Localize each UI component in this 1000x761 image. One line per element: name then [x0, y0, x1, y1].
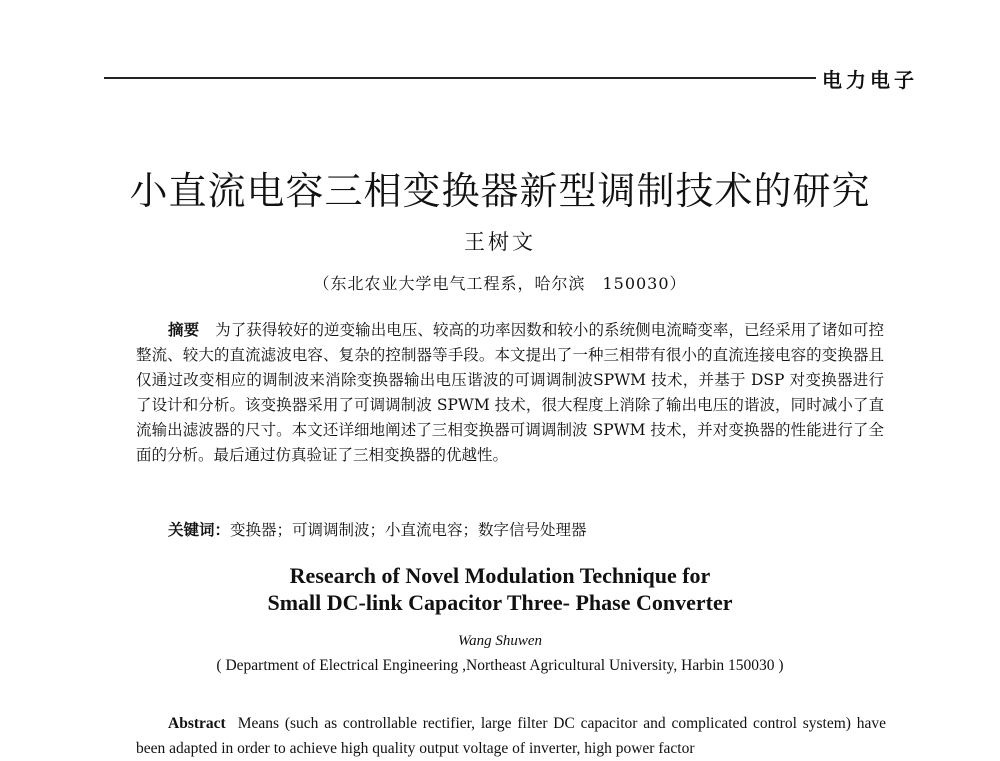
keywords-cn [168, 518, 587, 540]
paper-title-en [0, 562, 1000, 616]
paper-title-en-line2: Small DC-link Capacitor Three- Phase Converter [267, 590, 733, 615]
abstract-text-en: Means (such as controllable rectifier, large filter DC capacitor and complicated control system) have been adapted in order to achieve high quality output voltage of inverter, high power factor [136, 715, 886, 757]
keywords-text-cn: 变换器；可调调制波；小直流电容；数字信号处理器 [230, 521, 587, 539]
author-name-cn: 王树文 [464, 230, 536, 254]
abstract-text-cn: 为了获得较好的逆变输出电压、较高的功率因数和较小的系统侧电流畸变率，已经采用了诸如可控整流、较大的直流滤波电容、复杂的控制器等手段。本文提出了一种三相带有很小的直流连接电容的变换器且仅通过改变相应的调制波来消除变换器输出电压谐波的可调调制波SPWM 技术，并基于 DSP 对变换器进行了设计和分析。该变换器采用了可调调制波 SPWM 技术，很大程度上消除了输出电压的谐波，同时减小了直流输出滤波器的尺寸。本文还详细地阐述了三相变换器可调调制波 SPWM 技术，并对变换器的性能进行了全面的分析。最后通过仿真验证了三相变换器的优越性。 [136, 321, 884, 464]
journal-section-label: 电力电子 [822, 68, 918, 92]
abstract-label-en: Abstract [168, 715, 226, 732]
author-name-en: Wang Shuwen [457, 633, 543, 649]
keywords-label-cn: 关键词： [168, 521, 231, 539]
paper-title-en-line1: Research of Novel Modulation Technique for [289, 563, 711, 588]
affiliation-cn: （东北农业大学电气工程系，哈尔滨 150030） [313, 274, 687, 293]
header-rule [104, 77, 816, 79]
paper-title-cn: 小直流电容三相变换器新型调制技术的研究 [129, 169, 871, 213]
affiliation-en: ( Department of Electrical Engineering ,Northeast Agricultural University, Harbin 150030 ) [216, 657, 784, 674]
abstract-en [136, 711, 886, 761]
abstract-label-cn: 摘要 [168, 321, 200, 339]
abstract-cn [136, 318, 884, 468]
